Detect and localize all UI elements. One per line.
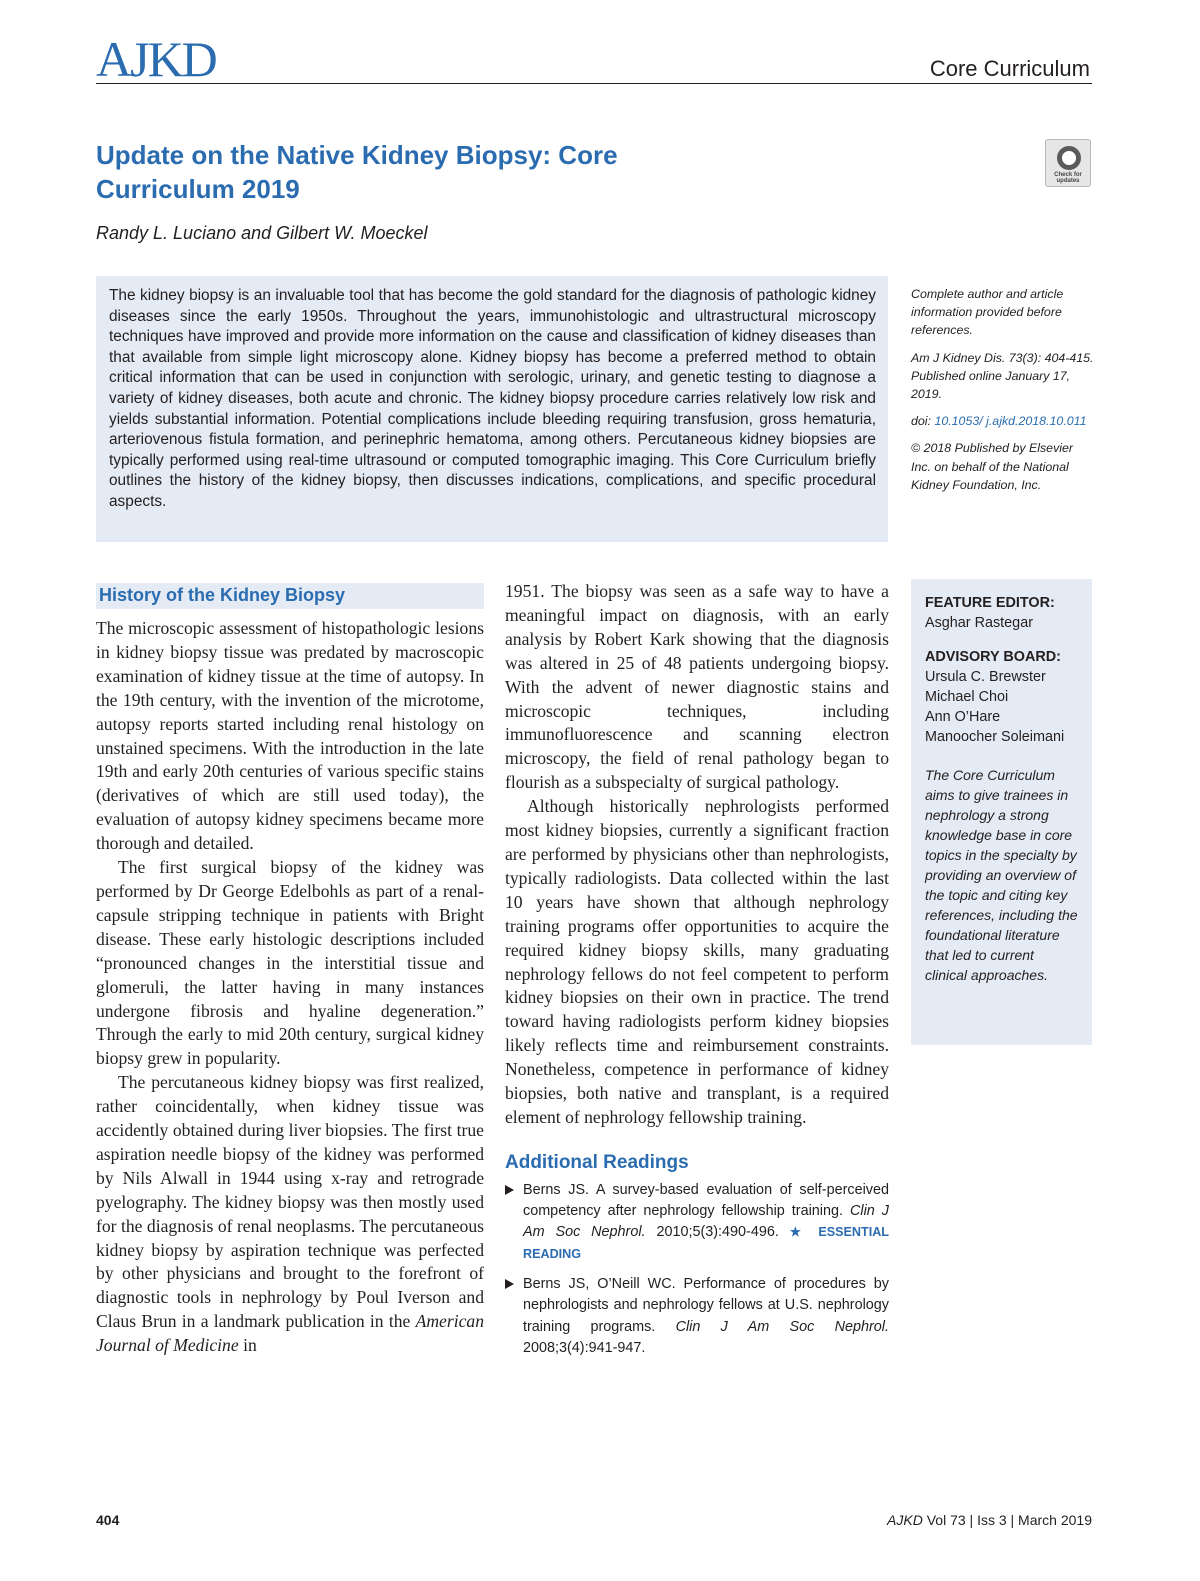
history-paragraph: The microscopic assessment of histopathologic lesions in kidney biopsy tissue was predated by macroscopic examination of kidney tissue at the time of autopsy. In the 19th century, with the invention of the microtome, autopsy reports started including renal histology on unstained specimens. With the introduction in the late 19th and early 20th centuries of various specific stains (derivatives of which are still used today), the evaluation of autopsy kidney specimens became more thorough and detailed. <box>96 618 484 854</box>
doi-line <box>911 412 1096 430</box>
advisory-member: Michael Choi <box>925 689 1009 705</box>
footer-journal-name: AJKD <box>887 1512 923 1528</box>
advisory-member: Ursula C. Brewster <box>925 669 1046 685</box>
journal-reference: American Journal of Medicine <box>96 1311 484 1356</box>
reading-item <box>505 1180 889 1265</box>
column-right <box>505 580 889 1368</box>
reading-tail: 2010;5(3):490-496. <box>645 1224 790 1241</box>
editorial-board-box <box>911 579 1092 1045</box>
reading-journal: Clin J Am Soc Nephrol. <box>675 1318 889 1335</box>
advisory-member: Ann O’Hare <box>925 709 1001 725</box>
header-divider <box>96 83 1092 84</box>
essential-reading-badge: ★ ESSENTIAL READING <box>523 1225 889 1261</box>
advisory-board-label: ADVISORY BOARD: <box>925 649 1061 665</box>
copyright: © 2018 Published by Elsevier Inc. on behalf of the National Kidney Foundation, Inc. <box>911 441 1074 492</box>
doi-link[interactable]: 10.1053/ j.ajkd.2018.10.011 <box>934 414 1087 429</box>
article-info <box>911 285 1096 503</box>
history-paragraph <box>96 1071 484 1358</box>
history-heading: History of the Kidney Biopsy <box>96 583 484 609</box>
reading-text: Berns JS. A survey-based evaluation of self-perceived competency after nephrology fellowship training. <box>523 1181 889 1220</box>
history-paragraph: 1951. The biopsy was seen as a safe way to have a meaningful impact on diagnosis, with an early analysis by Robert Kark showing that the diagnosis was altered in 25 of 48 patients undergoing biopsy. With the advent of newer diagnostic stains and microscopic techniques, including immunofluorescence and scanning electron microscopy, the field of renal pathology began to flourish as a subspecialty of surgical pathology. <box>505 581 889 793</box>
citation: Am J Kidney Dis. 73(3): 404-415. Published online January 17, 2019. <box>911 350 1094 402</box>
advisory-member: Manoocher Soleimani <box>925 729 1065 745</box>
bullet-triangle-icon <box>505 1279 514 1289</box>
reading-text: Berns JS, O’Neill WC. Performance of procedures by nephrologists and nephrology fellows at U.S. nephrology training programs. <box>523 1276 889 1335</box>
history-continued <box>505 580 889 1130</box>
readings-heading: Additional Readings <box>505 1151 689 1173</box>
crossmark-label: Check for updates <box>1054 172 1082 184</box>
reading-item <box>505 1274 889 1359</box>
check-for-updates-icon[interactable] <box>1045 139 1091 187</box>
core-curriculum-description: The Core Curriculum aims to give trainees in nephrology a strong knowledge base in core topics in the specialty by providing an overview of the topic and citing key references, including the foundational literature that led to current clinical approaches. <box>925 767 1078 983</box>
doi-label: doi: <box>911 414 931 429</box>
journal-logo: AJKD <box>96 31 216 87</box>
page-number: 404 <box>96 1512 120 1528</box>
history-paragraph: The first surgical biopsy of the kidney was performed by Dr George Edelbohls as part of a renal-capsule stripping technique in patients with Bright disease. These early histologic descriptions included “pronounced changes in the interstitial tissue and glomeruli, the latter having in many instances undergone fibrosis and hyaline degeneration.” Through the early to mid 20th century, surgical kidney biopsy grew in popularity. <box>96 857 484 1069</box>
footer-journal-info <box>887 1512 1092 1528</box>
abstract-box <box>96 276 888 542</box>
column-left <box>96 583 484 1358</box>
reading-journal: Clin J Am Soc Nephrol. <box>523 1203 889 1241</box>
history-paragraph-text: The percutaneous kidney biopsy was first realized, rather coincidentally, when kidney tissue was accidently obtained during liver biopsies. The first true aspiration needle biopsy of the kidney was performed by Nils Alwall in 1944 using x-ray and retrograde pyelography. The kidney biopsy was then mostly used for the diagnosis of renal neoplasms. The percutaneous kidney biopsy by aspiration technique was perfected by other physicians and brought to the forefront of diagnostic tools in nephrology by Poul Iverson and Claus Brun in a landmark publication in the <box>96 1072 484 1332</box>
article-authors: Randy L. Luciano and Gilbert W. Moeckel <box>96 223 428 243</box>
history-paragraph-tail: in <box>238 1335 257 1356</box>
footer-volume-issue: Vol 73 | Iss 3 | March 2019 <box>926 1512 1092 1528</box>
reading-tail: 2008;3(4):941-947. <box>523 1339 646 1356</box>
history-paragraph: Although historically nephrologists performed most kidney biopsies, currently a significant fraction are performed by physicians other than nephrologists, typically radiologists. Data collected within the last 10 years have shown that although nephrology training programs offer opportunities to acquire the required kidney biopsy skills, many graduating nephrology fellows do not feel competent to perform kidney biopsies on their own in practice. The trend toward having radiologists perform kidney biopsies likely reflects time and reimbursement constraints. Nonetheless, competence in performance of kidney biopsies, both native and transplant, is a required element of nephrology fellowship training. <box>505 796 889 1127</box>
feature-editor-name: Asghar Rastegar <box>925 615 1033 631</box>
section-label: Core Curriculum <box>929 56 1090 81</box>
crossmark-ring-icon <box>1057 146 1081 170</box>
feature-editor-label: FEATURE EDITOR: <box>925 595 1055 611</box>
author-note: Complete author and article information provided before references. <box>911 287 1064 338</box>
history-body <box>96 617 484 1358</box>
bullet-triangle-icon <box>505 1185 514 1195</box>
article-title: Update on the Native Kidney Biopsy: Core Curriculum 2019 <box>96 140 618 204</box>
abstract-text: The kidney biopsy is an invaluable tool that has become the gold standard for the diagnosis of pathologic kidney diseases since the early 1950s. Throughout the years, immunohistologic and ultrastructural microscopy techniques have improved and provide more information on the cause and classification of kidney diseases than that available from simple light microscopy alone. Kidney biopsy has become a preferred method to obtain critical information that can be used in conjunction with serologic, urinary, and genetic testing to diagnose a variety of kidney diseases, both acute and chronic. The kidney biopsy procedure carries relatively low risk and yields substantial information. Potential complications include bleeding requiring transfusion, gross hematuria, arteriovenous fistula formation, and perinephric hematoma, among others. Percutaneous kidney biopsies are typically performed using real-time ultrasound or computed tomographic imaging. This Core Curriculum briefly outlines the history of the kidney biopsy, then discusses indications, complications, and specific procedural aspects. <box>109 287 876 510</box>
